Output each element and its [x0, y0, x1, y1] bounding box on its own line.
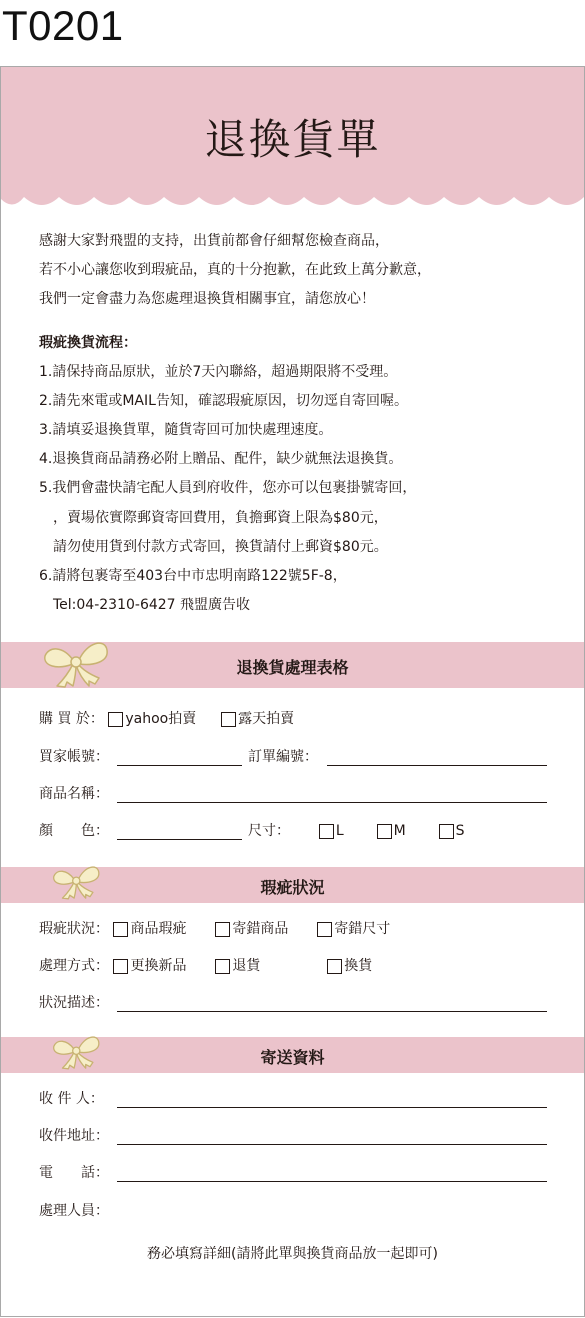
handler-row: [39, 1201, 109, 1221]
intro-line: 我們一定會盡力為您處理退換貨相關事宜，請您放心！: [39, 291, 375, 307]
product-name-row: [39, 784, 109, 804]
recipient-field[interactable]: [117, 1107, 547, 1108]
defect-product-label: 商品瑕疵: [130, 921, 187, 937]
address-label: 收件地址：: [39, 1128, 109, 1144]
color-label: 顏 色：: [39, 823, 109, 839]
process-step: 請勿使用貨到付款方式寄回，換貨請付上郵資$80元。: [53, 538, 388, 555]
exchange-checkbox[interactable]: [327, 959, 342, 974]
section-title: 退換貨處理表格: [236, 658, 349, 677]
replace-new-checkbox[interactable]: [113, 959, 128, 974]
order-number-field[interactable]: [327, 765, 547, 766]
size-l-label: L: [335, 823, 344, 839]
process-step: 2.請先來電或MAIL告知，確認瑕疵原因，切勿逕自寄回喔。: [39, 393, 408, 410]
bow-icon: [43, 632, 111, 690]
purchase-label: 購 買 於：: [39, 711, 104, 727]
process-step: 3.請填妥退換貨單，隨貨寄回可加快處理速度。: [39, 422, 333, 439]
recipient-row: [39, 1089, 104, 1109]
form-code: T0201: [2, 2, 124, 49]
process-step: 1.請保持商品原狀，並於7天內聯絡，超過期限將不受理。: [39, 364, 398, 381]
process-heading: 瑕疵換貨流程：: [39, 335, 137, 351]
account-row: [39, 747, 109, 767]
size-row: [248, 821, 465, 841]
color-row: [39, 821, 109, 841]
yahoo-checkbox[interactable]: [108, 712, 123, 727]
process-step: 4.退換貨商品請務必附上贈品、配件，缺少就無法退換貨。: [39, 451, 403, 468]
wrong-product-checkbox[interactable]: [215, 922, 230, 937]
process-step: 6.請將包裹寄至403台中市忠明南路122號5F-8，: [39, 567, 347, 584]
description-row: [39, 993, 109, 1013]
address-field[interactable]: [117, 1144, 547, 1145]
address-row: [39, 1126, 109, 1146]
section-title: 寄送資料: [260, 1048, 325, 1067]
section-title: 瑕疵狀況: [260, 878, 325, 897]
bow-icon: [51, 859, 103, 901]
return-label: 退貨: [232, 958, 261, 974]
return-form-card: [0, 66, 585, 1317]
recipient-label: 收 件 人：: [39, 1091, 104, 1107]
wrong-size-checkbox[interactable]: [317, 922, 332, 937]
yahoo-option-label: yahoo拍賣: [125, 711, 197, 727]
buyer-account-label: 買家帳號：: [39, 749, 109, 765]
wrong-product-label: 寄錯商品: [232, 921, 289, 937]
bow-icon: [51, 1029, 103, 1071]
process-step: Tel:04-2310-6427 飛盟廣告收: [53, 596, 251, 613]
defect-status-row: [39, 919, 390, 939]
intro-line: 感謝大家對飛盟的支持，出貨前都會仔細幫您檢查商品，: [39, 233, 389, 249]
size-l-checkbox[interactable]: [319, 824, 334, 839]
phone-label: 電 話：: [39, 1165, 109, 1181]
footer-note: 務必填寫詳細(請將此單與換貨商品放一起即可): [147, 1246, 438, 1262]
order-number-label: 訂單編號：: [248, 749, 318, 765]
size-label: 尺寸：: [248, 823, 290, 839]
handling-method-row: [39, 956, 372, 976]
size-m-checkbox[interactable]: [377, 824, 392, 839]
defect-product-checkbox[interactable]: [113, 922, 128, 937]
handler-label: 處理人員：: [39, 1203, 109, 1219]
product-name-field[interactable]: [117, 802, 547, 803]
exchange-process: [39, 329, 416, 620]
wrong-size-label: 寄錯尺寸: [334, 921, 391, 937]
exchange-label: 換貨: [344, 958, 373, 974]
size-s-checkbox[interactable]: [439, 824, 454, 839]
replace-new-label: 更換新品: [130, 958, 187, 974]
intro-line: 若不小心讓您收到瑕疵品，真的十分抱歉，在此致上萬分歉意，: [39, 262, 431, 278]
scallop-edge: [1, 191, 584, 213]
process-step: ，賣場依實際郵資寄回費用，負擔郵資上限為$80元，: [53, 509, 388, 526]
product-name-label: 商品名稱：: [39, 786, 109, 802]
form-title: 退換貨單: [204, 115, 381, 164]
defect-status-label: 瑕疵狀況：: [39, 921, 109, 937]
color-field[interactable]: [117, 839, 242, 840]
size-s-label: S: [455, 823, 465, 839]
purchase-row: [39, 709, 294, 729]
order-number-row: [248, 747, 318, 767]
return-checkbox[interactable]: [215, 959, 230, 974]
phone-row: [39, 1163, 109, 1183]
buyer-account-field[interactable]: [117, 765, 242, 766]
description-field[interactable]: [117, 1011, 547, 1012]
intro-text: [39, 227, 431, 314]
size-m-label: M: [393, 823, 406, 839]
description-label: 狀況描述：: [39, 995, 109, 1011]
phone-field[interactable]: [117, 1181, 547, 1182]
handling-method-label: 處理方式：: [39, 958, 109, 974]
ruten-checkbox[interactable]: [221, 712, 236, 727]
process-step: 5.我們會盡快請宅配人員到府收件，您亦可以包裹掛號寄回，: [39, 480, 417, 497]
ruten-option-label: 露天拍賣: [238, 711, 295, 727]
